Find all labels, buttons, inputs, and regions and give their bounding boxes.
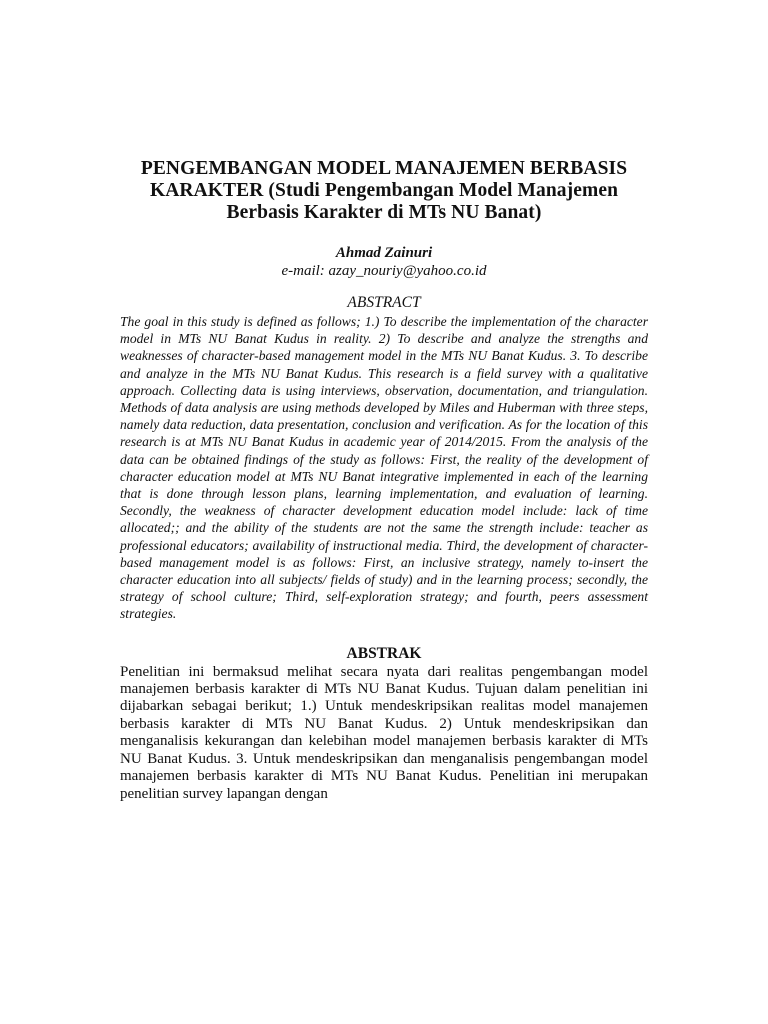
paper-page: [120, 158, 648, 803]
paper-title: PENGEMBANGAN MODEL MANAJEMEN BERBASIS KARAKTER (Studi Pengembangan Model Manajemen Berbasis Karakter di MTs NU Banat): [140, 158, 628, 223]
author-email: e-mail: azay_nouriy@yahoo.co.id: [281, 263, 487, 279]
abstrak-text: Penelitian ini bermaksud melihat secara nyata dari realitas pengembangan model manajemen berbasis karakter di MTs NU Banat Kudus. Tujuan dalam penelitian ini dijabarkan sebagai berikut; 1.) Untuk mendeskripsikan realitas model manajemen berbasis karakter di MTs NU Banat Kudus. 2) Untuk mendeskripsikan dan menganalisis kekurangan dan kelebihan model manajemen berbasis karakter di MTs NU Banat Kudus. 3. Untuk mendeskripsikan dan menganalisis pengembangan model manajemen berbasis karakter di MTs NU Banat Kudus. Penelitian ini merupakan penelitian survey lapangan dengan: [120, 663, 648, 802]
abstract-text: The goal in this study is defined as follows; 1.) To describe the implementation of the character model in MTs NU Banat Kudus in reality. 2) To describe and analyze the strengths and weaknesses of character-based management model in the MTs NU Banat Kudus. 3. To describe and analyze in the MTs NU Banat Kudus. This research is a field survey with a qualitative approach. Collecting data is using interviews, observation, documentation, and triangulation. Methods of data analysis are using methods developed by Miles and Huberman with three steps, namely data reduction, data presentation, conclusion and verification. As for the location of this research is at MTs NU Banat Kudus in academic year of 2014/2015. From the analysis of the data can be obtained findings of the study as follows: First, the reality of the development of character education model at MTs NU Banat integrative implemented in each of the learning that is done through lesson plans, learning implementation, and evaluation of learning. Secondly, the weakness of character development education model include: lack of time allocated;; and the ability of the students are not the same the strength include: teacher as professional educators; availability of instructional media. Third, the development of character-based management model is as follows: First, an inclusive strategy, namely to-insert the character education into all subjects/ fields of study) and in the learning process; secondly, the strategy of school culture; Third, self-exploration strategy; and fourth, peers assessment strategies.: [120, 314, 648, 622]
author-name: Ahmad Zainuri: [335, 245, 433, 261]
abstract-heading: ABSTRACT: [347, 294, 421, 311]
abstrak-heading: ABSTRAK: [346, 644, 422, 662]
